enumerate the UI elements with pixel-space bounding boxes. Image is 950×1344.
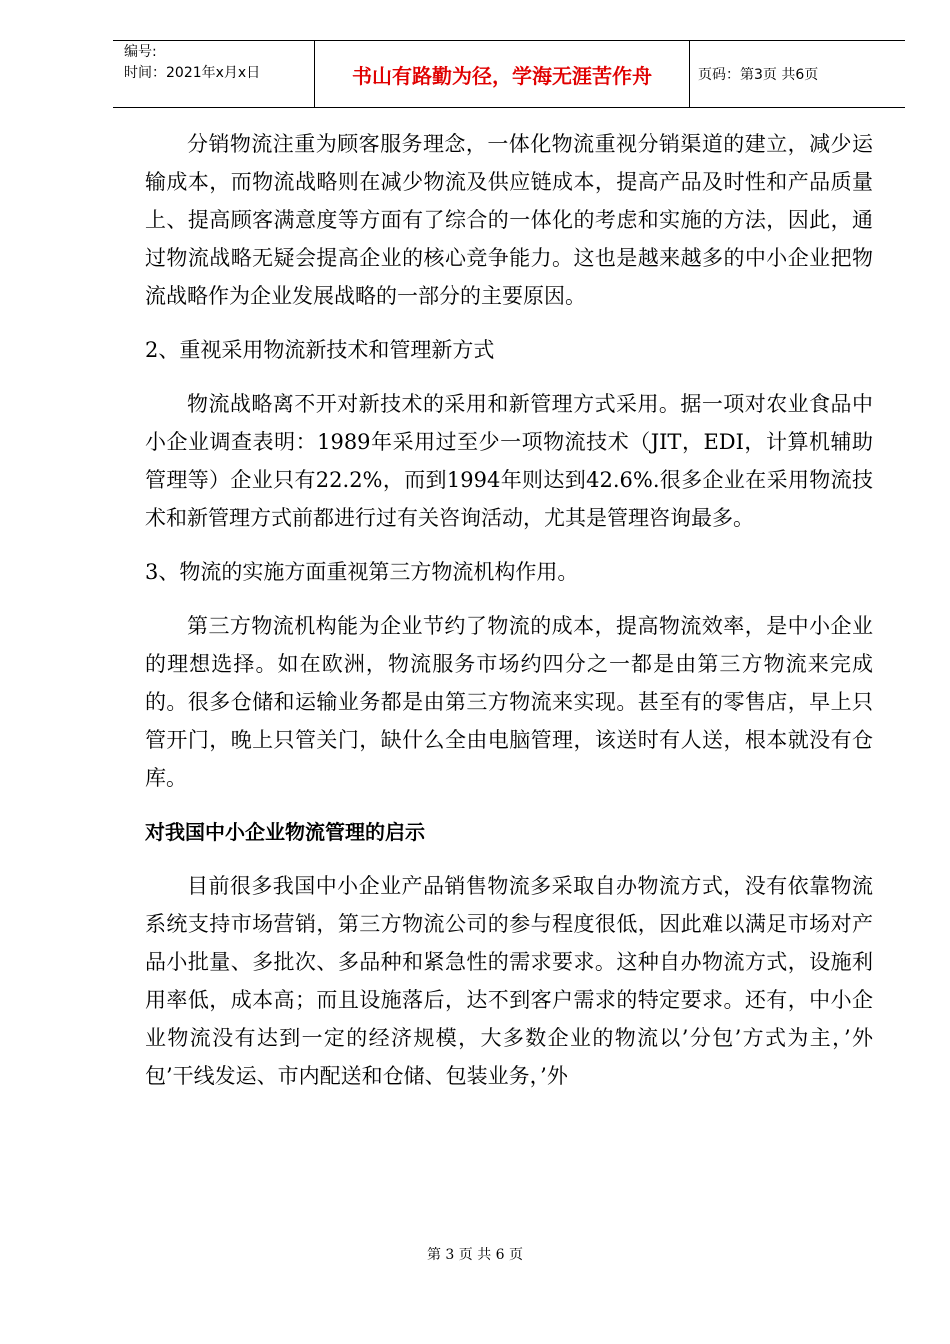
document-time-label: 时间：2021年x月x日 xyxy=(124,65,261,81)
document-number-label: 编号: xyxy=(124,44,157,60)
paragraph-distribution-logistics: 分销物流注重为顾客服务理念，一体化物流重视分销渠道的建立，减少运输成本，而物流战略则在减少物流及供应链成本，提高产品及时性和产品质量上、提高顾客满意度等方面有了综合的一体化的考虑和实施的方法，因此，通过物流战略无疑会提高企业的核心竞争能力。这也是越来越多的中小企业把物流战略作为企业发展战略的一部分的主要原因。 xyxy=(145,132,873,308)
heading-third-party: 3、物流的实施方面重视第三方物流机构作用。 xyxy=(145,560,579,584)
header-meta xyxy=(113,41,315,107)
heading-new-technology: 2、重视采用物流新技术和管理新方式 xyxy=(145,338,495,362)
paragraph-new-technology: 物流战略离不开对新技术的采用和新管理方式采用。据一项对农业食品中小企业调查表明：1989年采用过至少一项物流技术（JIT，EDI，计算机辅助管理等）企业只有22.2%，而到1994年则达到42.6%.很多企业在采用物流技术和新管理方式前都进行过有关咨询活动，尤其是管理咨询最多。 xyxy=(145,392,873,530)
paragraph-implications: 目前很多我国中小企业产品销售物流多采取自办物流方式，没有依靠物流系统支持市场营销，第三方物流公司的参与程度很低，因此难以满足市场对产品小批量、多批次、多品种和紧急性的需求要求。这种自办物流方式，设施利用率低，成本高；而且设施落后，达不到客户需求的特定要求。还有，中小企业物流没有达到一定的经济规模，大多数企业的物流以’分包’方式为主，’外包’干线发运、市内配送和仓储、包装业务，’外 xyxy=(145,874,873,1088)
document-body xyxy=(145,125,873,1111)
page-footer: 第 3 页 共 6 页 xyxy=(426,1247,524,1263)
page-header xyxy=(113,40,905,108)
section-title-implications: 对我国中小企业物流管理的启示 xyxy=(145,820,425,844)
header-page-code: 页码：第3页 共6页 xyxy=(698,67,819,83)
header-motto: 书山有路勤为径，学海无涯苦作舟 xyxy=(315,41,690,107)
paragraph-third-party: 第三方物流机构能为企业节约了物流的成本，提高物流效率，是中小企业的理想选择。如在欧洲，物流服务市场约四分之一都是由第三方物流来完成的。很多仓储和运输业务都是由第三方物流来实现。甚至有的零售店，早上只管开门，晚上只管关门，缺什么全由电脑管理，该送时有人送，根本就没有仓库。 xyxy=(145,614,873,790)
